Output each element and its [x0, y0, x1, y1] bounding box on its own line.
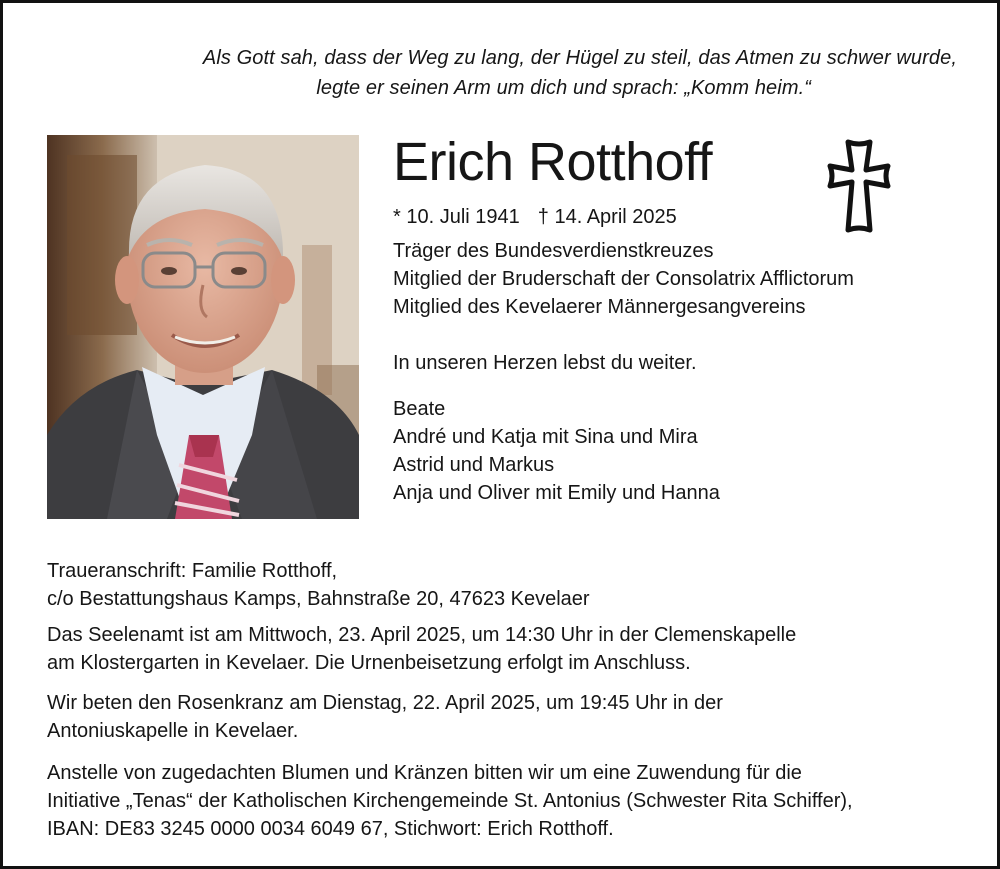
rosary-paragraph [47, 689, 959, 745]
family-member: Astrid und Markus [393, 454, 555, 476]
family-list [393, 395, 953, 507]
life-dates [393, 203, 953, 231]
rosary-line-2: Antoniuskapelle in Kevelaer. [47, 720, 299, 742]
mourning-address [47, 557, 959, 613]
epigraph-quote [33, 43, 957, 103]
donation-line-1: Anstelle von zugedachten Blumen und Kränzen bitten wir um eine Zuwendung für die [47, 762, 802, 784]
rosary-line-1: Wir beten den Rosenkranz am Dienstag, 22. April 2025, um 19:45 Uhr in der [47, 692, 723, 714]
birth-date: * 10. Juli 1941 [393, 206, 520, 228]
family-member: Beate [393, 398, 446, 420]
quote-line-2: legte er seinen Arm um dich und sprach: „Komm heim.“ [316, 77, 811, 99]
honor-line: Träger des Bundesverdienstkreuzes [393, 240, 714, 262]
death-date: † 14. April 2025 [537, 206, 677, 228]
family-member: André und Katja mit Sina und Mira [393, 426, 698, 448]
portrait-photo [47, 135, 359, 519]
deceased-name: Erich Rotthoff [393, 132, 713, 192]
service-paragraph [47, 621, 959, 677]
honor-line: Mitglied der Bruderschaft der Consolatrix Afflictorum [393, 268, 854, 290]
address-line-2: c/o Bestattungshaus Kamps, Bahnstraße 20, 47623 Kevelaer [47, 588, 590, 610]
address-line-1: Traueranschrift: Familie Rotthoff, [47, 560, 338, 582]
quote-line-1: Als Gott sah, dass der Weg zu lang, der Hügel zu steil, das Atmen zu schwer wurde, [202, 47, 957, 69]
donation-line-3: IBAN: DE83 3245 0000 0034 6049 67, Stichwort: Erich Rotthoff. [47, 818, 614, 840]
honor-line: Mitglied des Kevelaerer Männergesangvereins [393, 296, 806, 318]
donation-line-2: Initiative „Tenas“ der Katholischen Kirchengemeinde St. Antonius (Schwester Rita Schiffer), [47, 790, 853, 812]
deceased-info [393, 203, 953, 507]
service-line-1: Das Seelenamt ist am Mittwoch, 23. April 2025, um 14:30 Uhr in der Clemenskapelle [47, 624, 797, 646]
family-member: Anja und Oliver mit Emily und Hanna [393, 482, 720, 504]
service-line-2: am Klostergarten in Kevelaer. Die Urnenbeisetzung erfolgt im Anschluss. [47, 652, 691, 674]
donation-paragraph [47, 759, 959, 843]
motto-text: In unseren Herzen lebst du weiter. [393, 352, 697, 374]
